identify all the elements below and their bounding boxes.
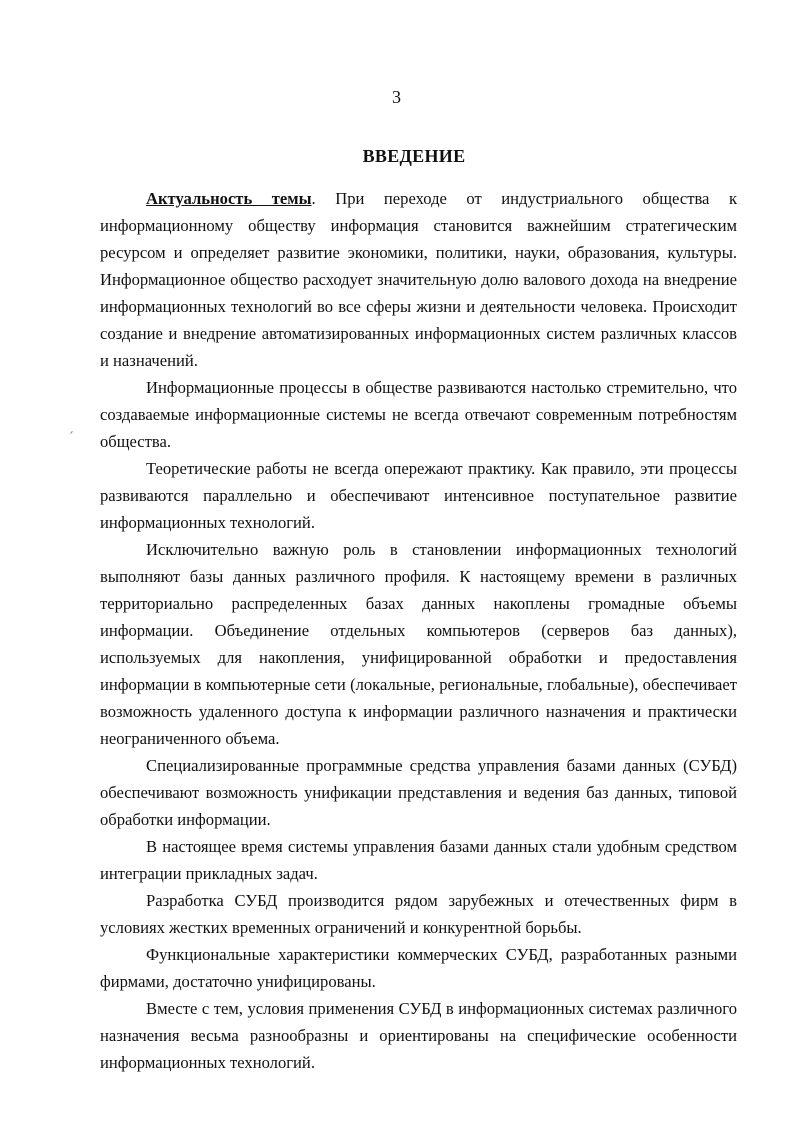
paragraph: Разработка СУБД производится рядом зарубежных и отечественных фирм в условиях жестких временных ограничений и конкурентной борьбы.	[100, 891, 737, 937]
paragraph: В настоящее время системы управления базами данных стали удобным средством интеграции прикладных задач.	[100, 837, 737, 883]
relevance-text: . При переходе от индустриального общества к информационному обществу информация становится важнейшим стратегическим ресурсом и определяет развитие экономики, политики, науки, образования, культуры. Информационное общество расходует значительную долю валового дохода на внедрение информационных технологий во все сферы жизни и деятельности человека. Происходит создание и внедрение автоматизированных информационных систем различных классов и назначений.	[100, 189, 738, 370]
relevance-lead: Актуальность темы	[146, 189, 312, 208]
page-number: 3	[392, 87, 401, 107]
paragraph: Исключительно важную роль в становлении информационных технологий выполняют базы данных различного профиля. К настоящему времени в различных территориально распределенных базах данных накоплены громадные объемы информации. Объединение отдельных компьютеров (серверов баз данных), используемых для накопления, унифицированной обработки и предоставления информации в компьютерные сети (локальные, региональные, глобальные), обеспечивает возможность удаленного доступа к информации различного назначения и практически неограниченного объема.	[100, 540, 737, 748]
paragraph: Информационные процессы в обществе развиваются настолько стремительно, что создаваемые информационные системы не всегда отвечают современным потребностям общества.	[100, 378, 737, 451]
section-heading: ВВЕДЕНИЕ	[362, 146, 466, 166]
paragraph: Специализированные программные средства управления базами данных (СУБД) обеспечивают возможность унификации представления и ведения баз данных, типовой обработки информации.	[100, 756, 737, 829]
paragraph: Теоретические работы не всегда опережают практику. Как правило, эти процессы развиваются параллельно и обеспечивают интенсивное поступательное развитие информационных технологий.	[100, 459, 737, 532]
paragraph-relevance	[100, 185, 737, 374]
body-text	[100, 185, 737, 1076]
paragraph: Вместе с тем, условия применения СУБД в информационных системах различного назначения весьма разнообразны и ориентированы на специфические особенности информационных технологий.	[100, 999, 737, 1072]
scan-mark	[70, 431, 73, 434]
paragraph: Функциональные характеристики коммерческих СУБД, разработанных разными фирмами, достаточно унифицированы.	[100, 945, 737, 991]
